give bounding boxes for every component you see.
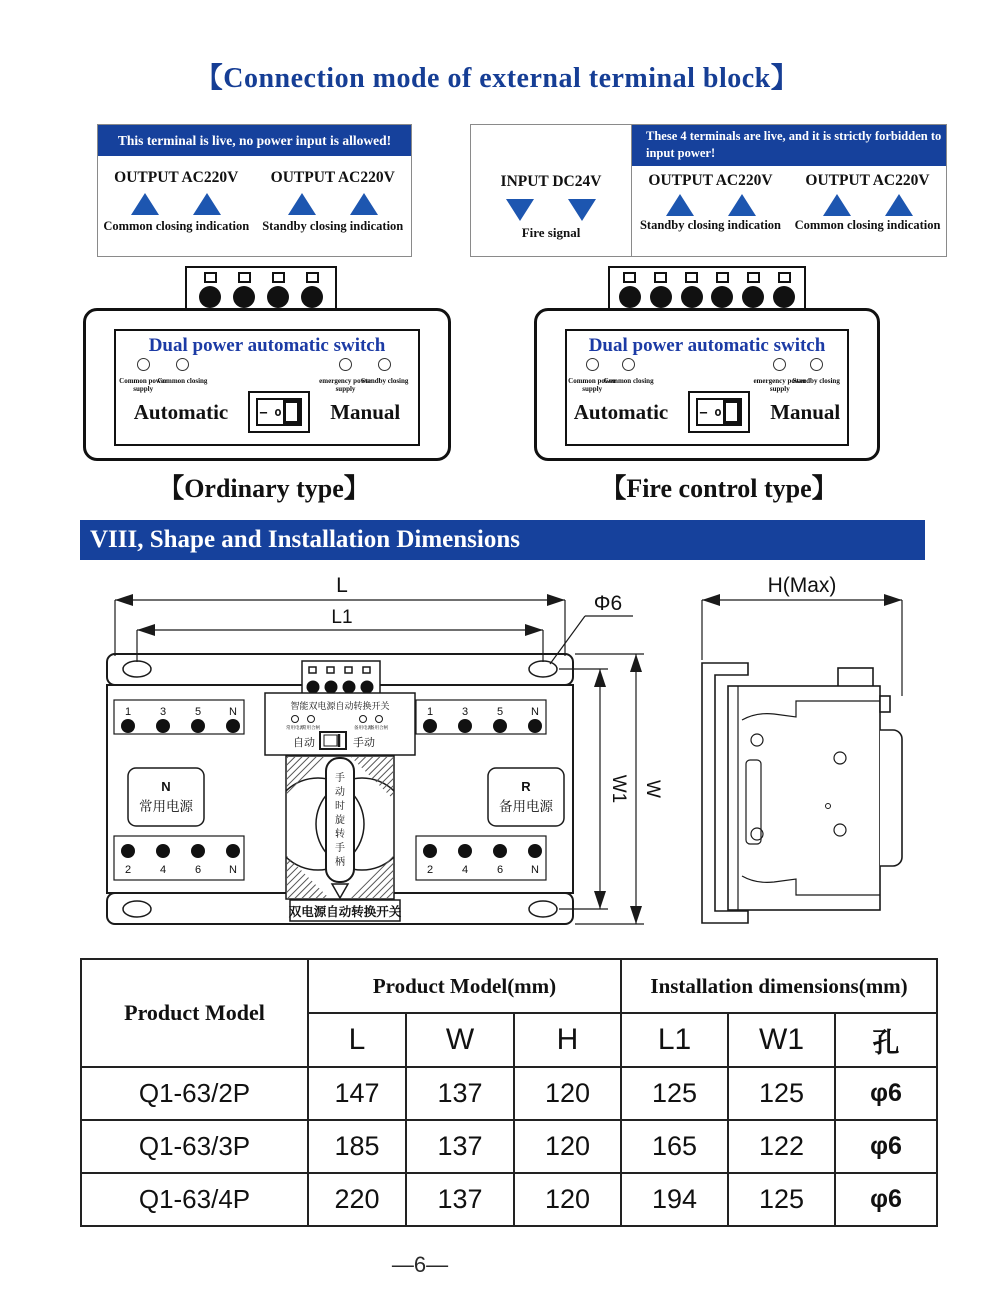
console-indicator-label: 备用电源 — [354, 725, 372, 730]
terminal-post — [773, 268, 795, 312]
terminal-number: N — [229, 706, 237, 718]
terminal-post — [681, 268, 703, 312]
dimensions-table — [80, 958, 938, 1227]
indicator-label: Common closing — [157, 377, 208, 385]
model-cell: Q1-63/4P — [81, 1173, 308, 1226]
right-bottom-terminals — [416, 836, 546, 880]
table-row — [81, 1120, 937, 1173]
terminal-number: 2 — [426, 864, 434, 876]
common-power-box — [128, 768, 204, 826]
terminal-lug-icon — [306, 272, 319, 283]
indicator-label: Common closing — [603, 377, 654, 385]
indicator-label: Standby closing — [792, 377, 840, 385]
standby-closing-output-group — [255, 156, 412, 233]
terminal-lug-icon — [716, 272, 729, 283]
indicator-label: emergency power supply — [753, 377, 807, 394]
terminal-number: 4 — [461, 864, 469, 876]
common-power-name: 常用电源 — [139, 799, 193, 814]
lamp-icon — [176, 358, 189, 371]
mounting-hole-icon — [529, 901, 557, 917]
terminal-number: 3 — [159, 706, 167, 718]
terminal-lug-icon — [204, 272, 217, 283]
auto-label: 自动 — [293, 737, 315, 749]
value-cell: φ6 — [835, 1173, 937, 1226]
value-cell: 137 — [406, 1067, 514, 1120]
svg-text:柄: 柄 — [335, 857, 345, 868]
table-row — [81, 1173, 937, 1226]
ordinary-device-panel — [83, 308, 451, 461]
terminal-number: 5 — [194, 706, 202, 718]
lamp-icon — [622, 358, 635, 371]
terminal-post-icon — [773, 286, 795, 308]
terminal-number: 1 — [426, 706, 434, 718]
section-header: VIII, Shape and Installation Dimensions — [80, 520, 925, 560]
standby-closing-output-group — [632, 166, 789, 232]
terminal-number: 1 — [124, 706, 132, 718]
mode-rocker-switch — [248, 391, 310, 433]
value-cell: φ6 — [835, 1067, 937, 1120]
value-cell: 120 — [514, 1067, 621, 1120]
value-cell: φ6 — [835, 1120, 937, 1173]
manual-label: Manual — [330, 399, 401, 424]
live-terminals-warning: These 4 terminals are live, and it is strictly forbidden to input power! — [632, 125, 946, 166]
up-arrow-icon — [350, 193, 378, 215]
value-cell: 194 — [621, 1173, 728, 1226]
value-cell: 125 — [728, 1173, 835, 1226]
bottom-plate-label: 双电源自动转换开关 — [288, 905, 402, 919]
col-header-W1: W1 — [728, 1013, 835, 1067]
left-bottom-terminals — [114, 836, 244, 880]
terminal-post — [742, 268, 764, 312]
output-label: OUTPUT AC220V — [270, 169, 395, 186]
side-view — [702, 663, 902, 923]
up-arrow-icon — [288, 193, 316, 215]
terminal-number: 4 — [159, 864, 167, 876]
terminal-lug-icon — [238, 272, 251, 283]
right-top-terminals — [416, 700, 546, 734]
lamp-icon — [810, 358, 823, 371]
mounting-hole-icon — [123, 661, 151, 677]
ordinary-terminal-info-box — [97, 124, 412, 257]
indicator-label: Common power supply — [568, 377, 617, 394]
fire-device-panel — [534, 308, 880, 461]
fire-signal-input-group — [471, 125, 632, 256]
up-arrow-icon — [666, 194, 694, 216]
rocker-button-icon — [283, 400, 300, 424]
rocker-symbols: — o — [259, 405, 282, 419]
input-label: INPUT DC24V — [500, 173, 602, 190]
terminal-post — [650, 268, 672, 312]
automatic-label: Automatic — [573, 399, 669, 424]
value-cell: 120 — [514, 1173, 621, 1226]
col-header-H: H — [514, 1013, 621, 1067]
terminal-post-icon — [711, 286, 733, 308]
lamp-icon — [137, 358, 150, 371]
dim-W1-label: W1 — [608, 774, 629, 804]
terminal-post-icon — [650, 286, 672, 308]
input-caption: Fire signal — [521, 225, 581, 240]
terminal-post-icon — [267, 286, 289, 308]
console-indicator-label: 常用电源 — [286, 725, 304, 730]
terminal-number: 6 — [496, 864, 504, 876]
dim-L1-label: L1 — [331, 607, 353, 628]
indicator-common-closing — [150, 358, 214, 385]
console-indicator-label: 备用合闸 — [370, 725, 388, 730]
value-cell: 137 — [406, 1173, 514, 1226]
rocker-button-icon — [723, 400, 740, 424]
indicator-label: emergency power supply — [319, 377, 372, 394]
common-closing-output-group — [789, 166, 946, 232]
output-caption: Standby closing indication — [639, 218, 781, 232]
value-cell: 185 — [308, 1120, 406, 1173]
mode-rocker-switch — [688, 391, 750, 433]
col-header-W: W — [406, 1013, 514, 1067]
model-cell: Q1-63/3P — [81, 1120, 308, 1173]
col-header-L: L — [308, 1013, 406, 1067]
value-cell: 165 — [621, 1120, 728, 1173]
down-arrow-icon — [506, 199, 534, 221]
standby-power-code: R — [521, 779, 531, 794]
terminal-number: N — [531, 706, 539, 718]
value-cell: 125 — [621, 1067, 728, 1120]
common-power-code: N — [161, 779, 171, 794]
output-label: OUTPUT AC220V — [805, 172, 930, 189]
output-caption: Standby closing indication — [262, 219, 404, 233]
ordinary-terminal-strip — [185, 266, 337, 314]
terminal-post — [711, 268, 733, 312]
value-cell: 120 — [514, 1120, 621, 1173]
model-cell: Q1-63/2P — [81, 1067, 308, 1120]
indicator-standby-closing — [784, 358, 848, 385]
indicator-label: Common power supply — [119, 377, 168, 394]
side-cover-bulge — [880, 730, 902, 866]
up-arrow-icon — [131, 193, 159, 215]
svg-text:转: 转 — [335, 829, 345, 840]
body-outline — [728, 686, 880, 910]
page-title: 【Connection mode of external terminal block】 — [194, 63, 800, 94]
table-group1-header: Product Model(mm) — [308, 959, 621, 1013]
terminal-number: N — [229, 864, 237, 876]
device-title: Dual power automatic switch — [588, 335, 826, 356]
terminal-lug-icon — [654, 272, 667, 283]
left-top-terminals — [114, 700, 244, 734]
output-label: OUTPUT AC220V — [648, 172, 773, 189]
svg-text:旋: 旋 — [335, 815, 345, 826]
live-terminal-warning: This terminal is live, no power input is allowed! — [98, 125, 411, 156]
device-title: Dual power automatic switch — [148, 335, 386, 356]
indicator-standby-closing — [353, 358, 417, 385]
fire-type-caption: 【Fire control type】 — [600, 474, 838, 503]
table-group2-header: Installation dimensions(mm) — [621, 959, 937, 1013]
installation-drawing — [80, 568, 935, 940]
up-arrow-icon — [193, 193, 221, 215]
terminal-post-icon — [681, 286, 703, 308]
col-header-hole: 孔 — [835, 1013, 937, 1067]
terminal-post — [301, 268, 323, 312]
value-cell: 125 — [728, 1067, 835, 1120]
down-arrow-icon — [568, 199, 596, 221]
terminal-post-icon — [199, 286, 221, 308]
terminal-lug-icon — [747, 272, 760, 283]
terminal-post — [199, 268, 221, 312]
value-cell: 137 — [406, 1120, 514, 1173]
indicator-label: Standby closing — [361, 377, 409, 385]
terminal-lug-icon — [272, 272, 285, 283]
mounting-hole-icon — [123, 901, 151, 917]
terminal-post-icon — [619, 286, 641, 308]
dim-L-label: L — [336, 574, 348, 597]
up-arrow-icon — [885, 194, 913, 216]
terminal-post — [267, 268, 289, 312]
lamp-icon — [378, 358, 391, 371]
terminal-lug-icon — [623, 272, 636, 283]
device-faceplate — [565, 329, 849, 446]
ordinary-type-caption: 【Ordinary type】 — [158, 474, 370, 503]
terminal-post — [619, 268, 641, 312]
output-caption: Common closing indication — [103, 219, 250, 233]
dim-H-label: H(Max) — [767, 574, 837, 597]
page-number: —6— — [391, 1252, 449, 1277]
manual-label: 手动 — [353, 737, 375, 749]
table-row — [81, 1067, 937, 1120]
table-corner-header: Product Model — [81, 959, 308, 1067]
indicator-common-closing — [597, 358, 661, 385]
output-label: OUTPUT AC220V — [114, 169, 239, 186]
dim-W-label: W — [642, 780, 663, 798]
up-arrow-icon — [728, 194, 756, 216]
fire-terminal-info-box — [470, 124, 947, 257]
terminal-lug-icon — [778, 272, 791, 283]
svg-text:手: 手 — [335, 843, 345, 854]
svg-text:手: 手 — [335, 773, 345, 784]
terminal-post-icon — [301, 286, 323, 308]
rocker-symbols: — o — [699, 405, 722, 419]
dim-phi6-label: Φ6 — [593, 592, 623, 615]
handle-text — [335, 772, 345, 868]
manual-label: Manual — [770, 399, 841, 424]
col-header-L1: L1 — [621, 1013, 728, 1067]
mounting-hole-icon — [529, 661, 557, 677]
fire-terminal-strip — [608, 266, 806, 314]
value-cell: 220 — [308, 1173, 406, 1226]
terminal-number: 6 — [194, 864, 202, 876]
value-cell: 122 — [728, 1120, 835, 1173]
terminal-lug-icon — [685, 272, 698, 283]
automatic-label: Automatic — [133, 399, 229, 424]
terminal-number: 3 — [461, 706, 469, 718]
terminal-post-icon — [233, 286, 255, 308]
standby-power-name: 备用电源 — [499, 799, 553, 814]
value-cell: 147 — [308, 1067, 406, 1120]
top-terminal-bump — [838, 668, 873, 688]
terminal-number: 5 — [496, 706, 504, 718]
output-caption: Common closing indication — [794, 218, 941, 232]
svg-text:时: 时 — [335, 801, 345, 812]
lamp-icon — [339, 358, 352, 371]
terminal-number: N — [531, 864, 539, 876]
up-arrow-icon — [823, 194, 851, 216]
common-closing-output-group — [98, 156, 255, 233]
console-indicator-label: 常用合闸 — [302, 725, 320, 730]
terminal-number: 2 — [124, 864, 132, 876]
console-title: 智能双电源自动转换开关 — [290, 701, 390, 711]
device-faceplate — [114, 329, 420, 446]
standby-power-box — [488, 768, 564, 826]
terminal-post-icon — [742, 286, 764, 308]
svg-text:动: 动 — [335, 787, 345, 798]
terminal-post — [233, 268, 255, 312]
